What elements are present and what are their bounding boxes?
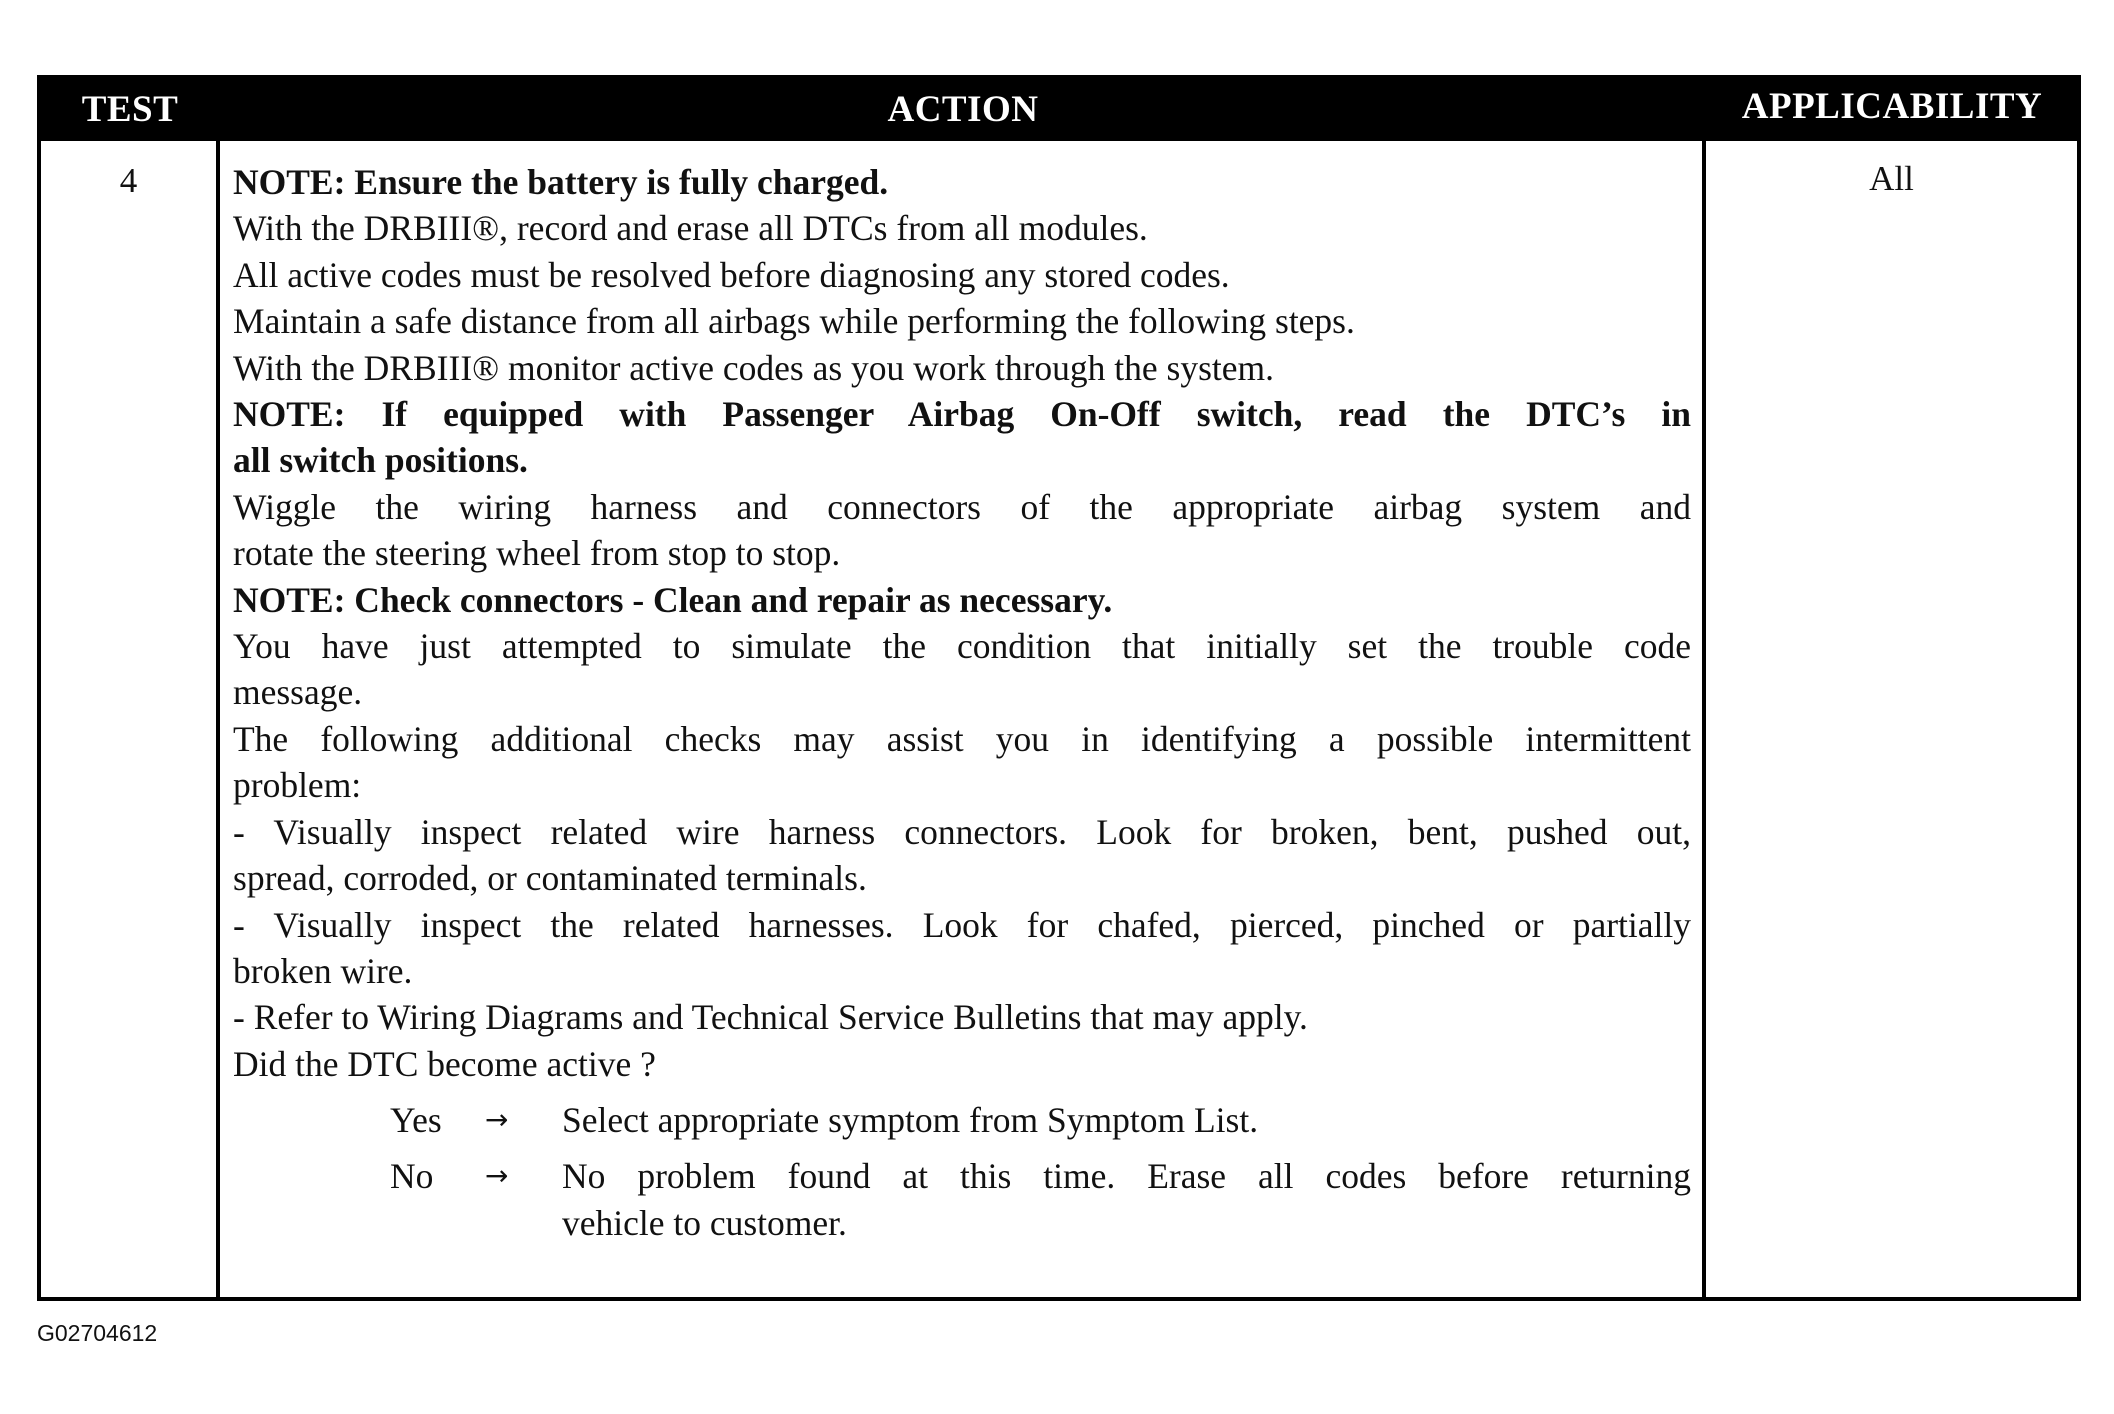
answer-text-line: vehicle to customer. [562,1202,847,1243]
action-line: - Visually inspect the related harnesses. Look for chafed, pierced, pinched or partially [233,904,1691,945]
action-line: Did the DTC become active ? [233,1043,656,1084]
action-text [233,159,1691,1287]
right-arrow-icon: → [485,1103,509,1137]
table-header [41,79,2077,141]
answer-label: No [390,1156,434,1197]
note-line: NOTE: Ensure the battery is fully charged. [233,162,889,202]
note-line: NOTE: If equipped with Passenger Airbag On-Off switch, read the DTC’s in [233,394,1691,435]
answer-text [562,1097,1691,1143]
action-line: - Refer to Wiring Diagrams and Technical Service Bulletins that may apply. [233,997,1308,1038]
header-action: ACTION [887,89,1039,130]
answer-label: Yes [390,1100,442,1141]
action-line: rotate the steering wheel from stop to stop. [233,533,841,574]
action-line: With the DRBIII®, record and erase all DTCs from all modules. [233,208,1148,249]
header-test: TEST [81,89,179,130]
answer-text-line: Select appropriate symptom from Symptom List. [562,1100,1259,1141]
applicability-value: All [1869,159,1914,198]
action-line: broken wire. [233,950,413,991]
column-divider [1702,79,1706,1297]
figure-id: G02704612 [37,1320,158,1346]
answer-text-line: No problem found at this time. Erase all codes before returning [562,1156,1691,1197]
note-line: NOTE: Check connectors - Clean and repair as necessary. [233,579,1113,620]
action-line: - Visually inspect related wire harness connectors. Look for broken, bent, pushed out, [233,811,1691,852]
action-line: message. [233,672,363,713]
action-line: You have just attempted to simulate the condition that initially set the trouble code [233,626,1691,667]
diagnostic-table [37,75,2081,1301]
action-line: Maintain a safe distance from all airbags while performing the following steps. [233,301,1355,342]
action-line: With the DRBIII® monitor active codes as you work through the system. [233,347,1275,388]
test-number: 4 [119,161,138,200]
answer-block [233,1087,1691,1287]
right-arrow-icon: → [485,1159,509,1193]
action-line: The following additional checks may assist you in identifying a possible intermittent [233,718,1691,759]
note-line: all switch positions. [233,440,528,481]
column-divider [216,79,220,1297]
answer-text [562,1153,1691,1246]
action-line: problem: [233,765,362,806]
header-applicability: APPLICABILITY [1741,86,2043,127]
action-line: All active codes must be resolved before diagnosing any stored codes. [233,254,1230,295]
action-line: Wiggle the wiring harness and connectors of the appropriate airbag system and [233,486,1691,527]
action-line: spread, corroded, or contaminated terminals. [233,858,867,899]
